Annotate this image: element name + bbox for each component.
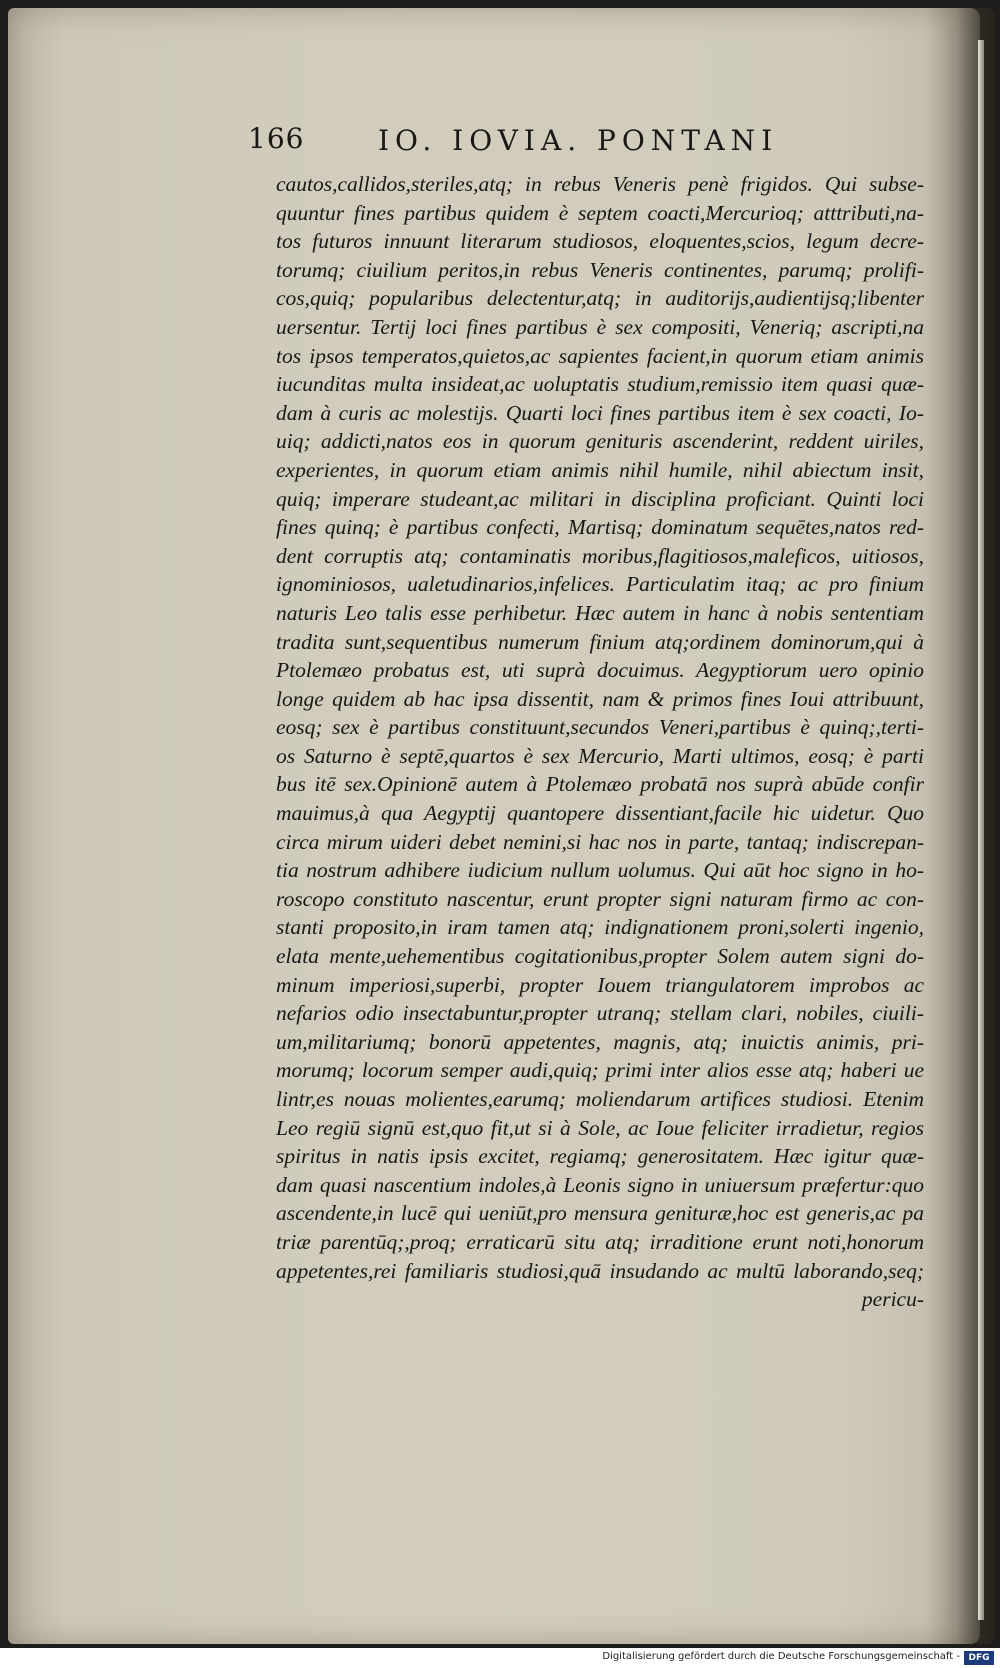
text-line: lintr,es nouas molientes,earumq; moliendarum artifices studiosi. Etenim (276, 1087, 924, 1111)
text-line: dent corruptis atq; contaminatis moribus,flagitiosos,maleficos, uitiosos, (276, 543, 924, 568)
spine-edge (978, 40, 984, 1620)
footer-credit: Digitalisierung gefördert durch die Deutsche Forschungsgemeinschaft - (602, 1651, 960, 1662)
spine-shadow (925, 8, 995, 1644)
body-text (276, 170, 924, 1314)
dfg-logo: DFG (964, 1651, 994, 1665)
text-line: tos ipsos temperatos,quietos,ac sapientes facient,in quorum etiam animis (276, 343, 924, 368)
page-header (248, 122, 868, 164)
text-line: Leo regiū signū est,quo fit,ut si à Sole, ac Ioue feliciter irradietur, regios (276, 1115, 924, 1140)
text-line: tos futuros innuunt literarum studiosos, eloquentes,scios, legum decre- (276, 229, 924, 254)
text-line: stanti proposito,in iram tamen atq; indignationem proni,solerti ingenio, (276, 915, 924, 940)
digitization-footer (0, 1648, 1000, 1668)
text-line: appetentes,rei familiaris studiosi,quā insudando ac multū laborando,seq; (276, 1258, 924, 1283)
text-line: elata mente,uehementibus cogitationibus,propter Solem autem signi do- (276, 944, 924, 969)
text-line: longe quidem ab hac ipsa dissentit, nam & primos fines Ioui attribuunt, (276, 686, 924, 711)
running-title: IO. IOVIA. PONTANI (378, 124, 779, 157)
text-line: quiq; imperare studeant,ac militari in disciplina proficiant. Quinti loci (276, 486, 924, 511)
text-line: pericu- (861, 1287, 924, 1312)
text-line: cos,quiq; popularibus delectentur,atq; in auditorijs,audientijsq;libenter (276, 286, 924, 311)
text-line: um,militariumq; bonorū appetentes, magnis, atq; inuictis animis, pri- (276, 1029, 924, 1054)
text-line: naturis Leo talis esse perhibetur. Hæc autem in hanc à nobis sententiam (276, 600, 924, 625)
text-line: mauimus,à qua Aegyptij quantopere dissentiant,facile hic uidetur. Quo (276, 801, 924, 826)
text-line: morumq; locorum semper audi,quiq; primi inter alios esse atq; haberi ue (276, 1058, 924, 1083)
text-line: iucunditas multa insideat,ac uoluptatis studium,remissio item quasi quæ- (276, 372, 924, 397)
text-line: ignominiosos, ualetudinarios,infelices. Particulatim itaq; ac pro finium (276, 572, 924, 597)
text-line: circa mirum uideri debet nemini,si hac nos in parte, tantaq; indiscrepan- (276, 829, 924, 854)
text-line: os Saturno è septē,quartos è sex Mercurio, Marti ultimos, eosq; è parti (276, 743, 924, 768)
text-line: fines quinq; è partibus confecti, Martisq; dominatum sequētes,natos red- (276, 515, 924, 540)
text-line: dam quasi nascentium indoles,à Leonis signo in uniuersum præfertur:quo (276, 1172, 924, 1197)
text-line: roscopo constituto nascentur, erunt propter signi naturam firmo ac con- (276, 886, 924, 911)
text-line: spiritus in natis ipsis excitet, regiamq; generositatem. Hæc igitur quæ- (276, 1144, 924, 1169)
text-line: nefarios odio insectabuntur,propter utranq; stellam clari, nobiles, ciuili- (276, 1001, 924, 1026)
text-line: Ptolemæo probatus est, uti suprà docuimus. Aegyptiorum uero opinio (276, 658, 924, 683)
text-line: cautos,callidos,steriles,atq; in rebus Veneris penè frigidos. Qui subse- (276, 172, 924, 196)
text-line: bus itē sex.Opinionē autem à Ptolemæo probatā nos suprà abūde confir (276, 772, 924, 797)
text-line: ascendente,in lucē qui ueniūt,pro mensura genituræ,hoc est generis,ac pa (276, 1201, 924, 1226)
text-line: tradita sunt,sequentibus numerum finium atq;ordinem dominorum,qui à (276, 629, 924, 654)
text-line: torumq; ciuilium peritos,in rebus Veneris continentes, parumq; prolifi- (276, 257, 924, 282)
text-line: tia nostrum adhibere iudicium nullum uolumus. Qui aūt hoc signo in ho- (276, 858, 924, 883)
text-line: dam à curis ac molestijs. Quarti loci fines partibus item è sex coacti, Io- (276, 400, 924, 425)
text-line: triæ parentūq;,proq; erraticarū situ atq; irraditione erunt noti,honorum (276, 1229, 924, 1254)
text-line: uiq; addicti,natos eos in quorum genituris ascenderint, reddent uiriles, (276, 429, 924, 454)
text-line: uersentur. Tertij loci fines partibus è sex compositi, Veneriq; ascripti,na (276, 314, 924, 339)
text-line: quuntur fines partibus quidem è septem coacti,Mercurioq; atttributi,na- (276, 200, 924, 225)
text-line: minum imperiosi,superbi, propter Iouem triangulatorem improbos ac (276, 972, 924, 997)
text-line: eosq; sex è partibus constituunt,secundos Veneri,partibus è quinq;,terti- (276, 715, 924, 740)
page-number: 166 (248, 122, 305, 155)
text-line: experientes, in quorum etiam animis nihil humile, nihil abiectum insit, (276, 457, 924, 482)
